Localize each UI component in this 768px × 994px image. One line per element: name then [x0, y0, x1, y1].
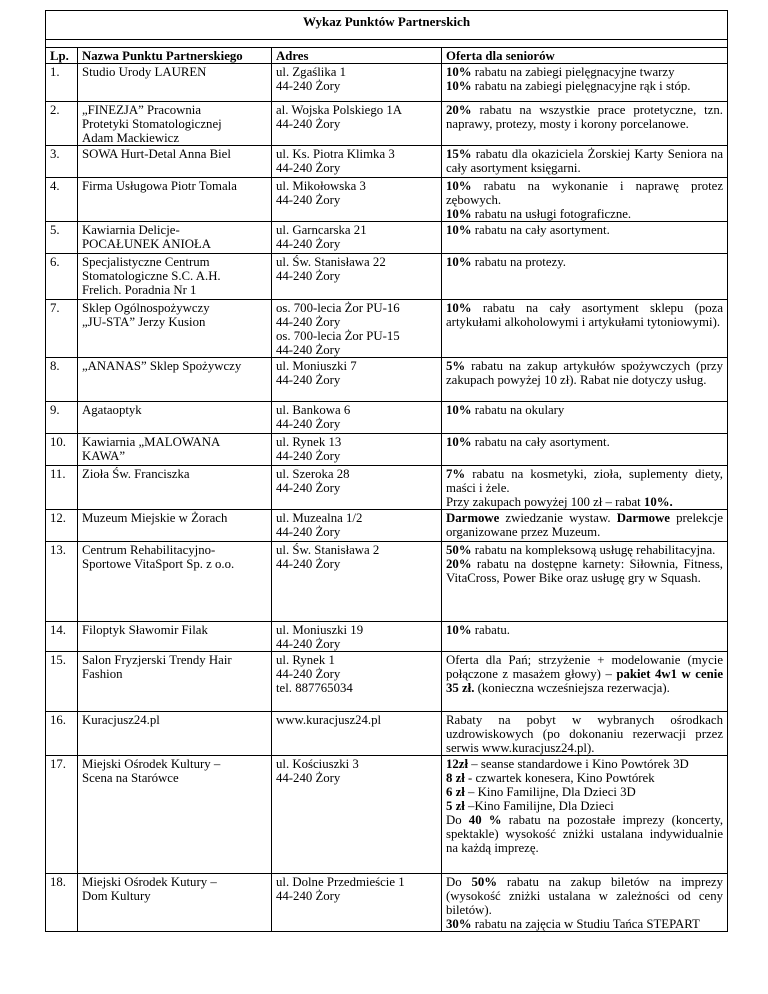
partner-address [272, 434, 442, 466]
document-page [45, 10, 727, 981]
offer-paragraph [446, 771, 723, 785]
offer-text: Do [446, 875, 472, 889]
partner-name [78, 402, 272, 434]
partner-name [78, 874, 272, 932]
row-number: 14. [46, 622, 78, 652]
partner-address-line: 44-240 Żory [276, 373, 341, 387]
partner-name [78, 300, 272, 358]
row-number: 10. [46, 434, 78, 466]
col-header-lp: Lp. [46, 48, 78, 64]
offer-paragraph [446, 255, 723, 269]
offer-highlight: Darmowe [446, 511, 500, 525]
row-number: 1. [46, 64, 78, 102]
partner-name-line: POCAŁUNEK ANIOŁA [82, 237, 212, 251]
table-row [46, 102, 728, 146]
partner-address-line: 44-240 Żory [276, 667, 341, 681]
offer-text: prelekcje organizowane przez Muzeum. [446, 511, 724, 539]
offer-highlight: 7% [446, 467, 466, 481]
partner-name-line: Studio Urody LAUREN [82, 65, 207, 79]
partner-name-line: Kawiarnia „MALOWANA [82, 435, 221, 449]
partner-offer [442, 254, 728, 300]
offer-highlight: 20% [446, 557, 472, 571]
offer-text: rabatu na zakup artykułów spożywczych (przy zakupach powyżej 10 zł). Rabat nie dotyczy usług. [446, 359, 724, 387]
partner-name-line: Firma Usługowa Piotr Tomala [82, 179, 237, 193]
offer-highlight: 10% [446, 301, 472, 315]
partner-name [78, 466, 272, 510]
partner-name [78, 756, 272, 874]
partner-offer [442, 712, 728, 756]
partner-name-line: Filoptyk Sławomir Filak [82, 623, 208, 637]
row-number: 18. [46, 874, 78, 932]
partner-name-line: Sklep Ogólnospożywczy [82, 301, 210, 315]
col-header-offer: Oferta dla seniorów [442, 48, 728, 64]
table-row [46, 874, 728, 932]
row-number: 17. [46, 756, 78, 874]
partner-address [272, 510, 442, 542]
partner-address-line: ul. Rynek 13 [276, 435, 342, 449]
partner-offer [442, 178, 728, 222]
partner-name-line: Muzeum Miejskie w Żorach [82, 511, 228, 525]
offer-highlight: 10% [446, 179, 472, 193]
partner-address [272, 102, 442, 146]
partner-address-line: ul. Św. Stanisława 2 [276, 543, 380, 557]
partner-offer [442, 622, 728, 652]
partner-name-line: Stomatologiczne S.C. A.H. [82, 269, 221, 283]
partner-name-line: Dom Kultury [82, 889, 151, 903]
partner-name-line: Kuracjusz24.pl [82, 713, 160, 727]
partner-name [78, 102, 272, 146]
col-header-address: Adres [272, 48, 442, 64]
partner-address-line: www.kuracjusz24.pl [276, 713, 382, 727]
row-number: 9. [46, 402, 78, 434]
offer-text: – seanse standardowe i Kino Powtórek 3D [468, 757, 689, 771]
row-number: 16. [46, 712, 78, 756]
row-number: 5. [46, 222, 78, 254]
partner-name [78, 146, 272, 178]
partner-address-line: ul. Moniuszki 7 [276, 359, 357, 373]
partner-name-line: Sportowe VitaSport Sp. z o.o. [82, 557, 235, 571]
partner-address-line: ul. Garncarska 21 [276, 223, 367, 237]
partner-address-line: ul. Szeroka 28 [276, 467, 350, 481]
partner-offer [442, 64, 728, 102]
partner-address [272, 466, 442, 510]
offer-text: rabatu na wszystkie prace protetyczne, tzn. naprawy, protezy, mosty i korony porcelanowe. [446, 103, 724, 131]
offer-highlight: 6 zł [446, 785, 465, 799]
offer-paragraph [446, 653, 723, 695]
partner-address-line: 44-240 Żory [276, 315, 341, 329]
partner-address-line: ul. Rynek 1 [276, 653, 335, 667]
offer-paragraph [446, 495, 723, 509]
offer-text: - czwartek konesera, Kino Powtórek [464, 771, 655, 785]
offer-text: Rabaty na pobyt w wybranych ośrodkach uzdrowiskowych (po dokonaniu rezerwacji przez serwis www.kuracjusz24.pl). [446, 713, 724, 755]
offer-highlight: 10% [446, 207, 472, 221]
offer-highlight: 50% [446, 543, 472, 557]
offer-highlight: 30% [446, 917, 472, 931]
table-row [46, 254, 728, 300]
partner-name [78, 622, 272, 652]
table-body [46, 64, 728, 932]
partner-name-line: Protetyki Stomatologicznej [82, 117, 222, 131]
partner-offer [442, 756, 728, 874]
partner-offer [442, 146, 728, 178]
partner-offer [442, 542, 728, 622]
offer-highlight: 40 % [468, 813, 502, 827]
header-row [46, 48, 728, 64]
row-number: 11. [46, 466, 78, 510]
offer-text: rabatu na pozostałe imprezy (koncerty, spektakle) wysokość zniżki ustalana indywidualnie na każdą imprezę. [446, 813, 724, 855]
partner-address-line: 44-240 Żory [276, 193, 341, 207]
partner-name [78, 358, 272, 402]
offer-paragraph [446, 757, 723, 771]
partner-address [272, 712, 442, 756]
partner-address-line: ul. Ks. Piotra Klimka 3 [276, 147, 395, 161]
offer-highlight: 8 zł [446, 771, 465, 785]
table-row [46, 178, 728, 222]
partner-name-line: Fashion [82, 667, 123, 681]
partner-address-line: ul. Św. Stanisława 22 [276, 255, 386, 269]
row-number: 15. [46, 652, 78, 712]
offer-paragraph [446, 623, 723, 637]
partner-name-line: Salon Fryzjerski Trendy Hair [82, 653, 232, 667]
partner-offer [442, 874, 728, 932]
row-number: 6. [46, 254, 78, 300]
partner-table [45, 10, 728, 932]
offer-text: rabatu. [471, 623, 510, 637]
offer-paragraph [446, 359, 723, 387]
partner-address-line: 44-240 Żory [276, 269, 341, 283]
offer-text: rabatu na zajęcia w Studiu Tańca STEPART [471, 917, 700, 931]
offer-highlight: 10% [446, 623, 472, 637]
partner-address-line: 44-240 Żory [276, 889, 341, 903]
offer-paragraph [446, 875, 723, 917]
offer-highlight: 10% [446, 79, 472, 93]
partner-address [272, 622, 442, 652]
offer-paragraph [446, 713, 723, 755]
table-row [46, 622, 728, 652]
offer-text: rabatu na dostępne karnety: Siłownia, Fitness, VitaCross, Power Bike oraz usługę gry w Squash. [446, 557, 724, 585]
partner-name [78, 542, 272, 622]
offer-highlight: 5 zł [446, 799, 465, 813]
partner-address-line: 44-240 Żory [276, 637, 341, 651]
offer-text: (konieczna wcześniejsza rezerwacja). [474, 681, 670, 695]
partner-address-line: 44-240 Żory [276, 161, 341, 175]
row-number: 2. [46, 102, 78, 146]
offer-paragraph [446, 179, 723, 207]
offer-paragraph [446, 207, 723, 221]
table-row [46, 300, 728, 358]
partner-address-line: tel. 887765034 [276, 681, 353, 695]
title-spacer [46, 40, 728, 48]
partner-offer [442, 652, 728, 712]
offer-highlight: 10%. [643, 495, 673, 509]
offer-text: rabatu na kompleksową usługę rehabilitacyjna. [471, 543, 716, 557]
partner-address [272, 874, 442, 932]
partner-name-line: „JU-STA” Jerzy Kusion [82, 315, 206, 329]
partner-name-line: Kawiarnia Delicje- [82, 223, 180, 237]
offer-text: rabatu na wykonanie i naprawę protez zębowych. [446, 179, 724, 207]
offer-highlight: 50% [471, 875, 498, 889]
partner-name-line: „ANANAS” Sklep Spożywczy [82, 359, 242, 373]
partner-address-line: ul. Bankowa 6 [276, 403, 351, 417]
partner-address [272, 300, 442, 358]
offer-paragraph [446, 799, 723, 813]
offer-text: rabatu na zabiegi pielęgnacyjne twarzy [471, 65, 675, 79]
partner-address-line: ul. Moniuszki 19 [276, 623, 364, 637]
table-row [46, 146, 728, 178]
table-row [46, 542, 728, 622]
partner-address-line: os. 700-lecia Żor PU-16 [276, 301, 400, 315]
offer-paragraph [446, 435, 723, 449]
offer-text: Oferta dla Pań; strzyżenie + modelowanie (mycie połączone z masażem głowy) – [446, 653, 724, 681]
offer-text: rabatu na usługi fotograficzne. [471, 207, 632, 221]
table-row [46, 64, 728, 102]
partner-address [272, 652, 442, 712]
offer-text: Do [446, 813, 469, 827]
partner-name-line: Agataoptyk [82, 403, 142, 417]
partner-offer [442, 102, 728, 146]
offer-text: rabatu na kosmetyki, zioła, suplementy diety, maści i żele. [446, 467, 724, 495]
offer-paragraph [446, 147, 723, 175]
partner-address-line: 44-240 Żory [276, 79, 341, 93]
offer-highlight: 15% [446, 147, 472, 161]
partner-name-line: KAWA” [82, 449, 126, 463]
partner-address-line: ul. Muzealna 1/2 [276, 511, 363, 525]
partner-name-line: Scena na Starówce [82, 771, 179, 785]
offer-highlight: 10% [446, 65, 472, 79]
table-row [46, 712, 728, 756]
partner-address-line: ul. Zgaślika 1 [276, 65, 347, 79]
offer-paragraph [446, 223, 723, 237]
partner-address [272, 64, 442, 102]
row-number: 13. [46, 542, 78, 622]
partner-name [78, 64, 272, 102]
partner-name-line: Frelich. Poradnia Nr 1 [82, 283, 197, 297]
partner-offer [442, 510, 728, 542]
partner-address [272, 756, 442, 874]
partner-address-line: al. Wojska Polskiego 1A [276, 103, 402, 117]
partner-name-line: SOWA Hurt-Detal Anna Biel [82, 147, 231, 161]
offer-text: rabatu na zabiegi pielęgnacyjne rąk i stóp. [471, 79, 691, 93]
partner-offer [442, 222, 728, 254]
offer-text: rabatu na cały asortyment. [471, 435, 610, 449]
row-number: 12. [46, 510, 78, 542]
partner-name-line: Miejski Ośrodek Kutury – [82, 875, 217, 889]
partner-offer [442, 466, 728, 510]
offer-paragraph [446, 103, 723, 131]
partner-name [78, 434, 272, 466]
row-number: 7. [46, 300, 78, 358]
table-row [46, 222, 728, 254]
partner-address-line: 44-240 Żory [276, 557, 341, 571]
table-row [46, 402, 728, 434]
partner-address-line: ul. Dolne Przedmieście 1 [276, 875, 405, 889]
partner-address [272, 222, 442, 254]
offer-paragraph [446, 511, 723, 539]
partner-name-line: Centrum Rehabilitacyjno- [82, 543, 216, 557]
row-number: 4. [46, 178, 78, 222]
partner-address-line: 44-240 Żory [276, 237, 341, 251]
partner-address [272, 178, 442, 222]
offer-text: –Kino Familijne, Dla Dzieci [464, 799, 614, 813]
partner-name [78, 712, 272, 756]
offer-highlight: 10% [446, 403, 472, 417]
partner-name-line: Zioła Św. Franciszka [82, 467, 190, 481]
partner-address-line: 44-240 Żory [276, 771, 341, 785]
table-row [46, 652, 728, 712]
partner-address-line: 44-240 Żory [276, 117, 341, 131]
partner-address [272, 254, 442, 300]
offer-text: rabatu na protezy. [471, 255, 566, 269]
offer-highlight: Darmowe [616, 511, 670, 525]
partner-address [272, 146, 442, 178]
partner-name [78, 652, 272, 712]
col-header-name: Nazwa Punktu Partnerskiego [78, 48, 272, 64]
row-number: 8. [46, 358, 78, 402]
partner-name [78, 254, 272, 300]
partner-address [272, 358, 442, 402]
partner-offer [442, 402, 728, 434]
offer-paragraph [446, 785, 723, 799]
offer-text: – Kino Familijne, Dla Dzieci 3D [464, 785, 636, 799]
partner-name [78, 222, 272, 254]
offer-highlight: 10% [446, 435, 472, 449]
offer-paragraph [446, 813, 723, 855]
offer-paragraph [446, 543, 723, 557]
offer-text: rabatu na zakup biletów na imprezy (wysokość zniżki ustalana w zależności od ceny biletów). [446, 875, 724, 917]
partner-address [272, 542, 442, 622]
row-number: 3. [46, 146, 78, 178]
offer-text: rabatu dla okaziciela Żorskiej Karty Seniora na cały asortyment księgarni. [446, 147, 724, 175]
offer-highlight: 10% [446, 255, 472, 269]
partner-address-line: 44-240 Żory [276, 343, 341, 357]
offer-text: Przy zakupach powyżej 100 zł – rabat [446, 495, 644, 509]
partner-name [78, 178, 272, 222]
table-row [46, 756, 728, 874]
partner-address-line: 44-240 Żory [276, 417, 341, 431]
partner-name-line: Adam Mackiewicz [82, 131, 180, 145]
partner-name-line: Miejski Ośrodek Kultury – [82, 757, 221, 771]
partner-name-line: Specjalistyczne Centrum [82, 255, 210, 269]
offer-text: rabatu na okulary [471, 403, 565, 417]
partner-address-line: 44-240 Żory [276, 449, 341, 463]
document-title: Wykaz Punktów Partnerskich [46, 11, 728, 40]
offer-highlight: pakiet 4w1 w cenie 35 zł. [446, 667, 724, 695]
partner-offer [442, 300, 728, 358]
offer-text: zwiedzanie wystaw. [499, 511, 617, 525]
partner-name [78, 510, 272, 542]
table-row [46, 358, 728, 402]
partner-offer [442, 358, 728, 402]
table-row [46, 466, 728, 510]
offer-paragraph [446, 917, 723, 931]
partner-address-line: ul. Mikołowska 3 [276, 179, 366, 193]
partner-address-line: ul. Kościuszki 3 [276, 757, 359, 771]
partner-offer [442, 434, 728, 466]
offer-highlight: 12zł [446, 757, 469, 771]
table-row [46, 434, 728, 466]
offer-paragraph [446, 65, 723, 79]
offer-highlight: 20% [446, 103, 472, 117]
offer-highlight: 5% [446, 359, 466, 373]
partner-address-line: os. 700-lecia Żor PU-15 [276, 329, 400, 343]
offer-text: rabatu na cały asortyment. [471, 223, 610, 237]
partner-address-line: 44-240 Żory [276, 481, 341, 495]
partner-address [272, 402, 442, 434]
offer-text: rabatu na cały asortyment sklepu (poza artykułami alkoholowymi i artykułami tytoniowymi). [446, 301, 724, 329]
offer-highlight: 10% [446, 223, 472, 237]
offer-paragraph [446, 79, 723, 93]
offer-paragraph [446, 557, 723, 585]
table-row [46, 510, 728, 542]
offer-paragraph [446, 403, 723, 417]
partner-name-line: „FINEZJA” Pracownia [82, 103, 202, 117]
partner-address-line: 44-240 Żory [276, 525, 341, 539]
offer-paragraph [446, 301, 723, 329]
offer-paragraph [446, 467, 723, 495]
